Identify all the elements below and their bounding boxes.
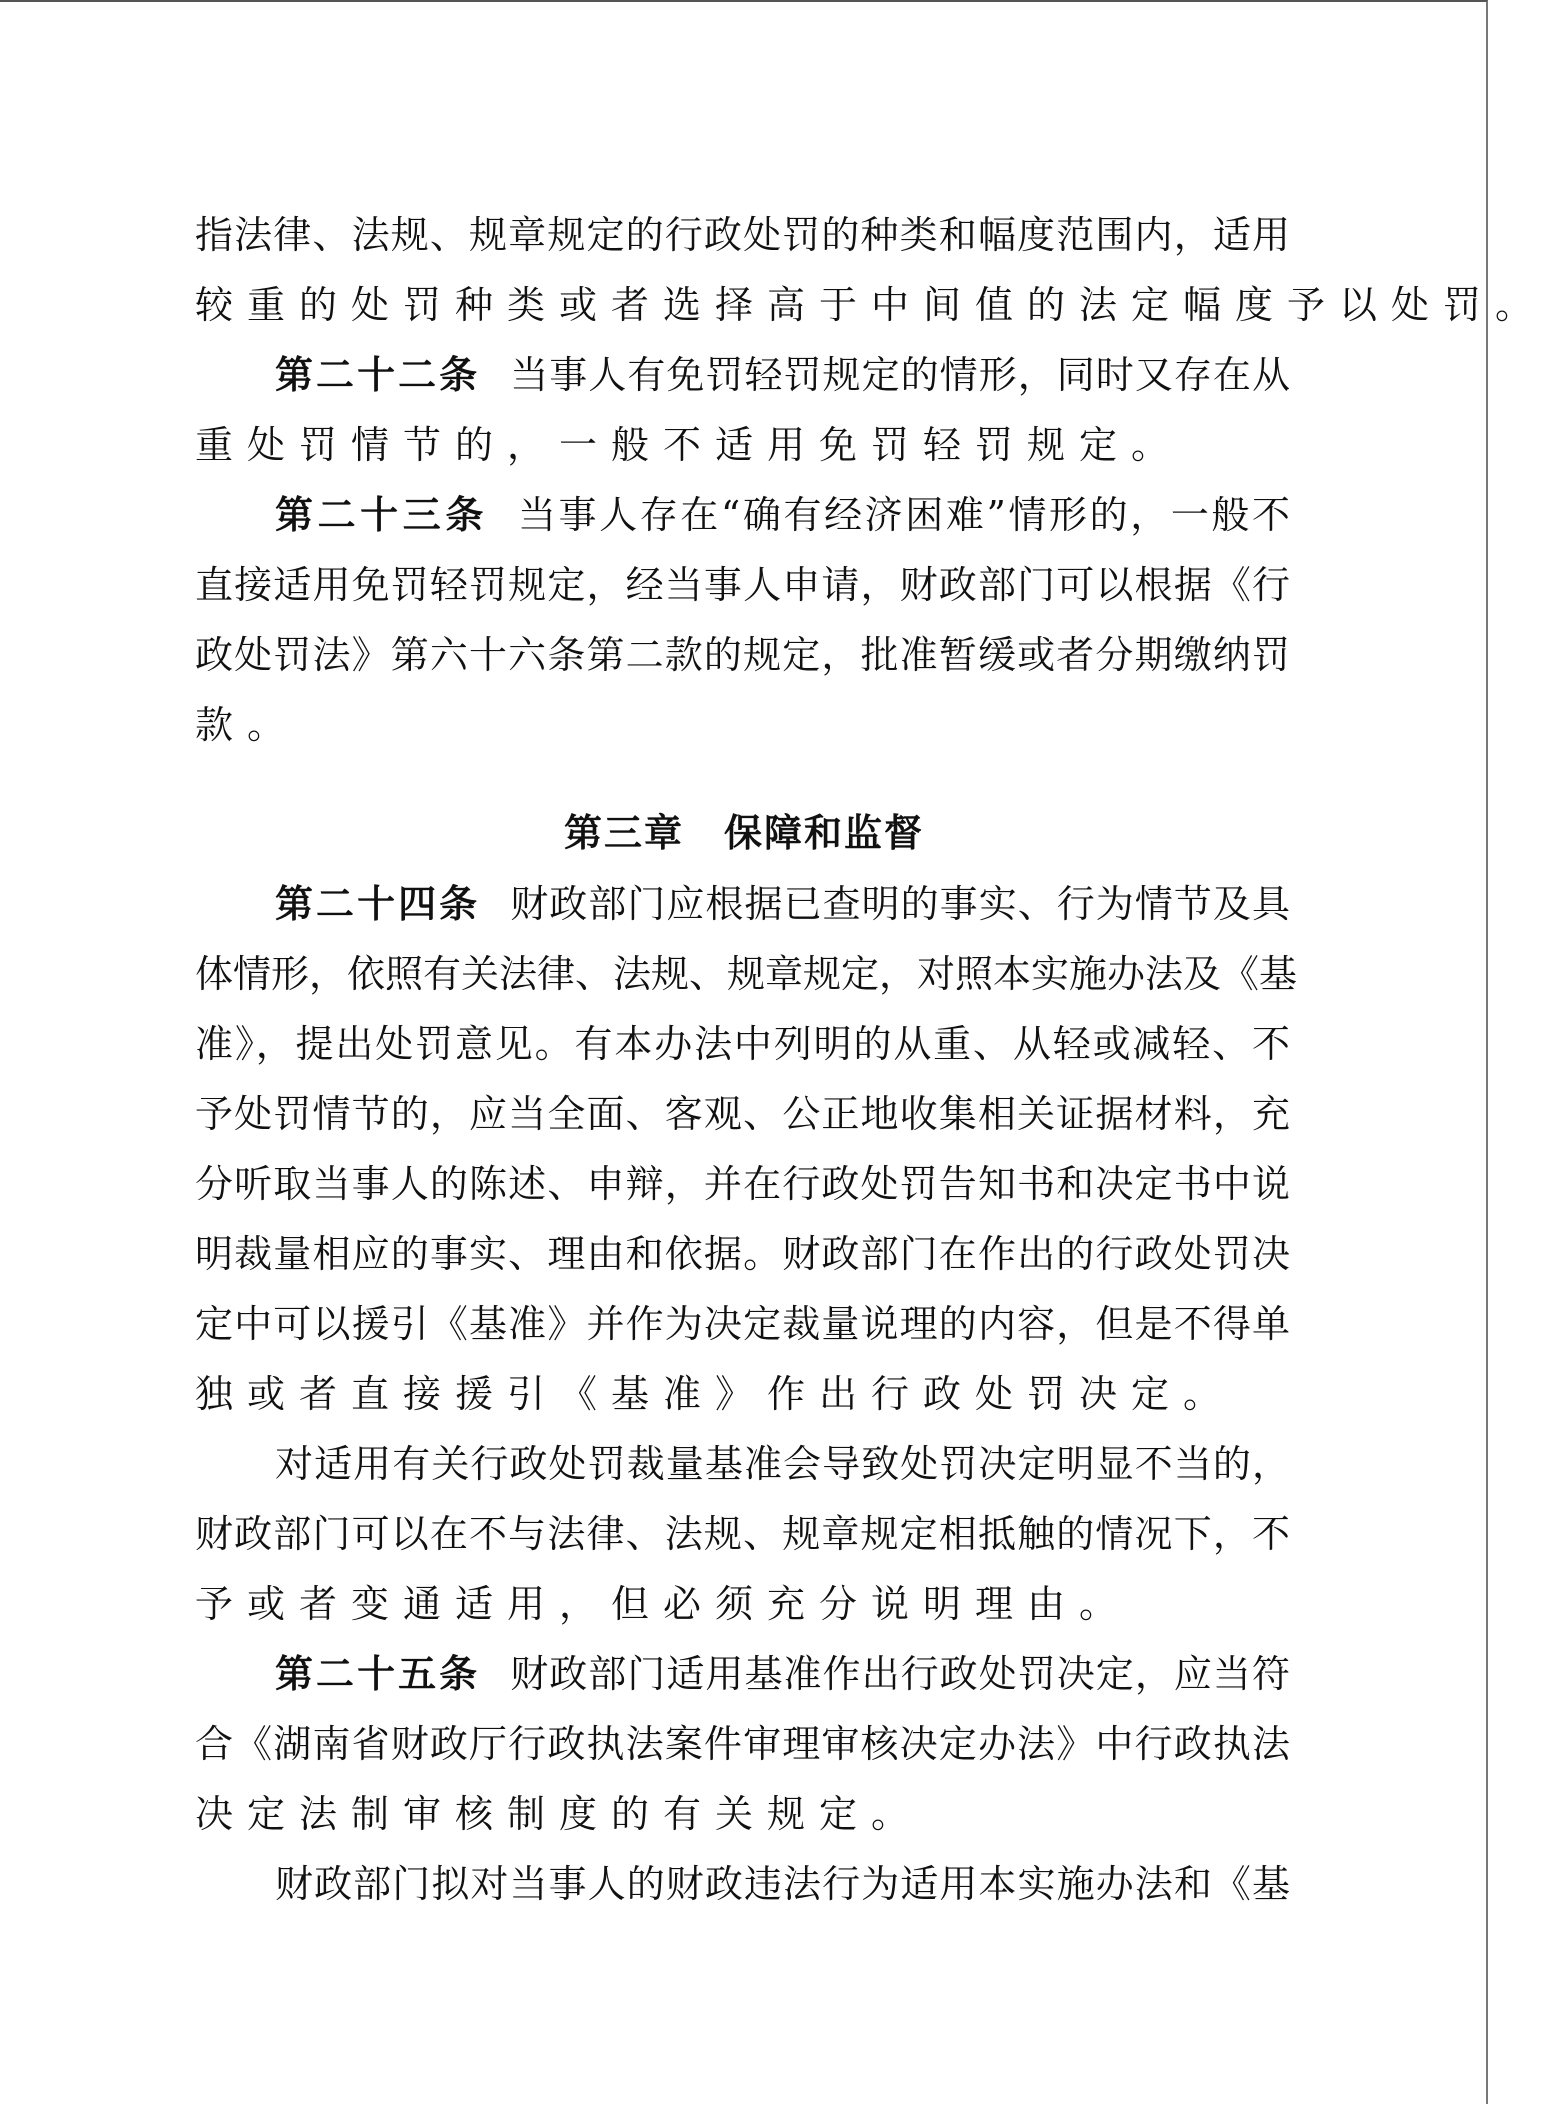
article-text: 当事人有免罚轻罚规定的情形，同时又存在从 xyxy=(510,353,1290,397)
paragraph-line: 合《湖南省财政厅行政执法案件审理审核决定办法》中行政执法 xyxy=(195,1722,1290,1766)
paragraph-line: 对适用有关行政处罚裁量基准会导致处罚决定明显不当的， xyxy=(275,1442,1290,1486)
article-25 xyxy=(275,1649,1290,1699)
paragraph-line: 较重的处罚种类或者选择高于中间值的法定幅度予以处罚。 xyxy=(195,283,1547,327)
article-title: 第二十四条 xyxy=(275,882,481,926)
paragraph-line: 准》，提出处罚意见。有本办法中列明的从重、从轻或减轻、不 xyxy=(195,1022,1290,1066)
chapter-title: 保障和监督 xyxy=(724,811,925,855)
paragraph-line: 政处罚法》第六十六条第二款的规定，批准暂缓或者分期缴纳罚 xyxy=(195,633,1290,677)
paragraph-line: 决定法制审核制度的有关规定。 xyxy=(195,1792,924,1836)
article-title: 第二十五条 xyxy=(275,1652,481,1696)
article-text: 财政部门适用基准作出行政处罚决定，应当符 xyxy=(510,1652,1290,1696)
paragraph-line: 分听取当事人的陈述、申辩，并在行政处罚告知书和决定书中说 xyxy=(195,1162,1290,1206)
paragraph-line: 独或者直接援引《基准》作出行政处罚决定。 xyxy=(195,1372,1236,1416)
article-title: 第二十二条 xyxy=(275,353,481,397)
chapter-heading xyxy=(0,808,1488,858)
paragraph-line: 财政部门可以在不与法律、法规、规章规定相抵触的情况下，不 xyxy=(195,1512,1290,1556)
article-title: 第二十三条 xyxy=(275,493,488,537)
paragraph-line: 予或者变通适用，但必须充分说明理由。 xyxy=(195,1582,1132,1626)
paragraph-line: 直接适用免罚轻罚规定，经当事人申请，财政部门可以根据《行 xyxy=(195,563,1290,607)
paragraph-line: 明裁量相应的事实、理由和依据。财政部门在作出的行政处罚决 xyxy=(195,1232,1290,1276)
paragraph-line: 予处罚情节的，应当全面、客观、公正地收集相关证据材料，充 xyxy=(195,1092,1290,1136)
paragraph-line: 款。 xyxy=(195,703,300,747)
article-23 xyxy=(275,490,1290,540)
article-text: 财政部门应根据已查明的事实、行为情节及具 xyxy=(510,882,1290,926)
paragraph-line: 定中可以援引《基准》并作为决定裁量说理的内容，但是不得单 xyxy=(195,1302,1290,1346)
chapter-number: 第三章 xyxy=(563,811,684,855)
paragraph-line: 财政部门拟对当事人的财政违法行为适用本实施办法和《基 xyxy=(275,1862,1290,1906)
paragraph-line: 体情形，依照有关法律、法规、规章规定，对照本实施办法及《基 xyxy=(195,952,1298,996)
article-24 xyxy=(275,879,1290,929)
paragraph-line: 重处罚情节的，一般不适用免罚轻罚规定。 xyxy=(195,423,1184,467)
article-text: 当事人存在“确有经济困难”情形的，一般不 xyxy=(517,493,1290,537)
article-22 xyxy=(275,350,1290,400)
paragraph-line: 指法律、法规、规章规定的行政处罚的种类和幅度范围内，适用 xyxy=(195,213,1290,257)
